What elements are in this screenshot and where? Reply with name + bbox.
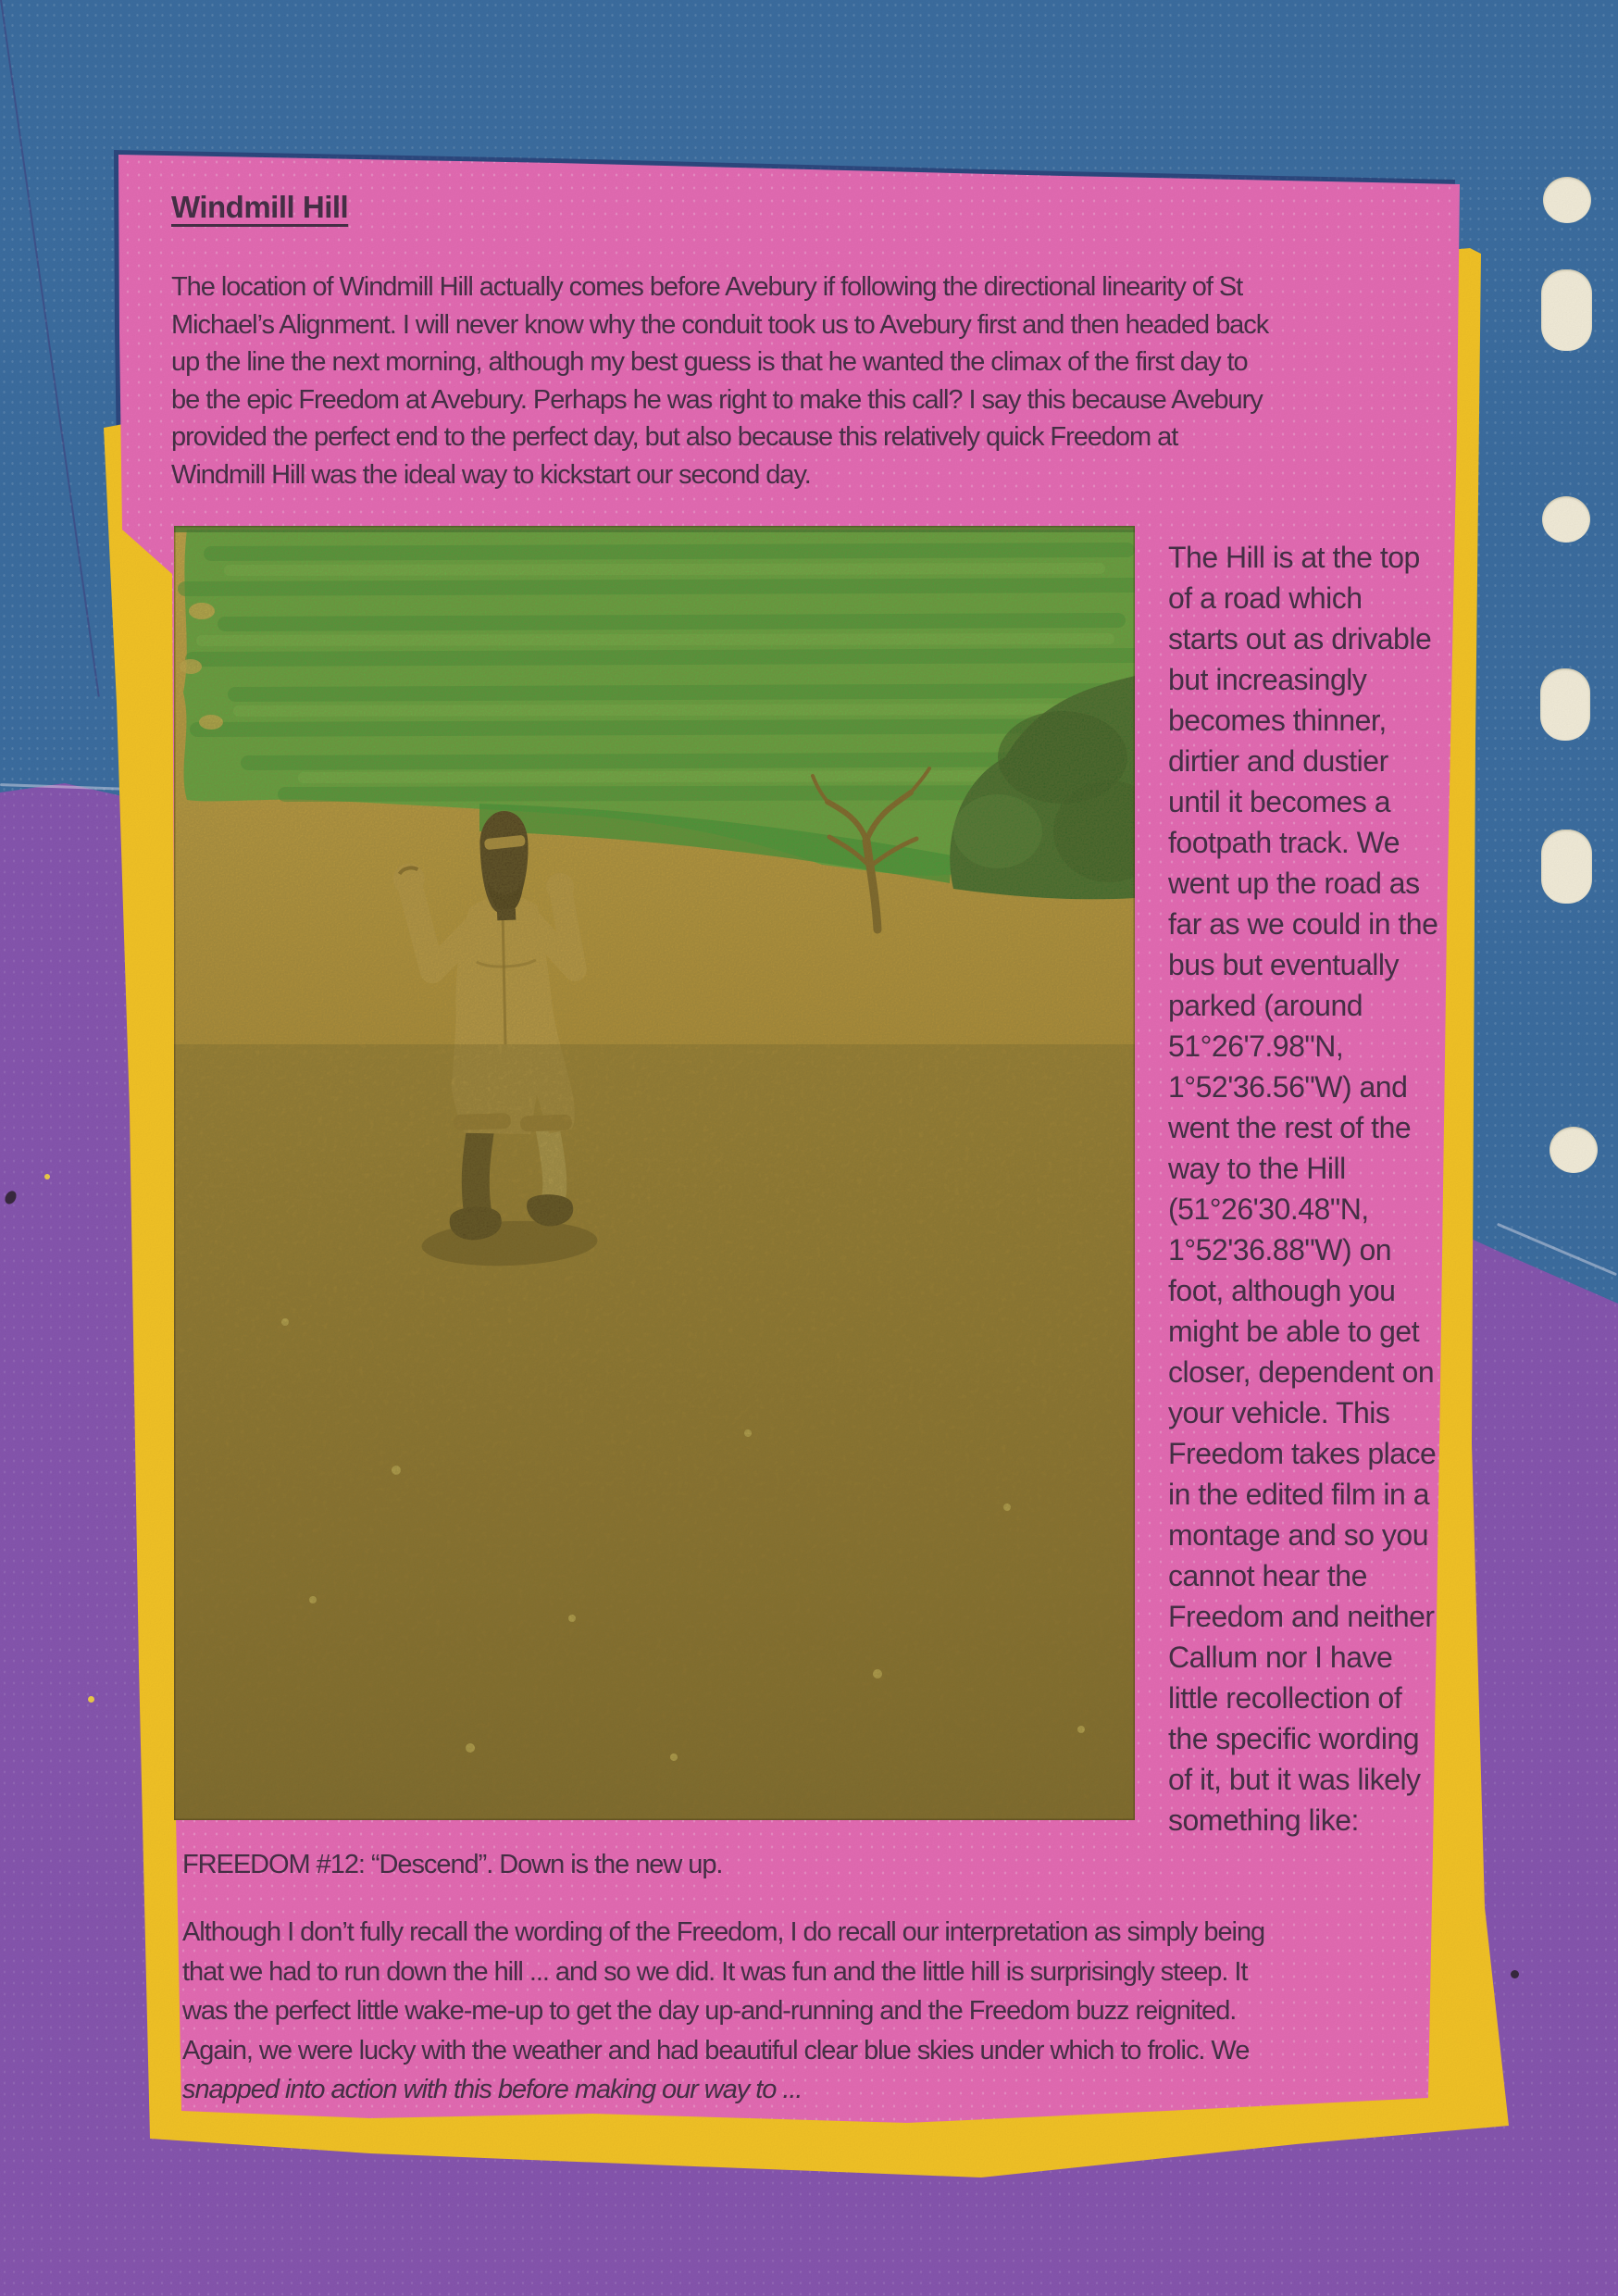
outro-lines: [182, 1913, 1264, 2070]
outro-paragraph: [182, 1913, 1264, 2110]
text-line: your vehicle. This: [1168, 1396, 1390, 1429]
text-line: 1°52'36.88"W) on: [1168, 1233, 1392, 1267]
text-line: far as we could in the: [1168, 907, 1438, 941]
text-line: provided the perfect end to the perfect day, but also because this relatively quick Freedom at: [171, 422, 1178, 452]
text-line: foot, although you: [1168, 1274, 1396, 1307]
text-line: cannot hear the: [1168, 1559, 1367, 1592]
punched-hole: [1540, 668, 1590, 741]
punched-hole: [1543, 177, 1591, 223]
text-line: be the epic Freedom at Avebury. Perhaps he was right to make this call? I say this because Avebury: [171, 384, 1263, 415]
outro-italic-line: snapped into action with this before making our way to ...: [182, 2075, 803, 2104]
paper-speck: [44, 1174, 50, 1179]
text-line: up the line the next morning, although my best guess is that he wanted the climax of the first day to: [171, 347, 1248, 377]
page-title: Windmill Hill: [171, 190, 349, 224]
side-column-paragraph: [1168, 537, 1438, 1841]
text-line: The Hill is at the top: [1168, 541, 1420, 574]
text-line: bus but eventually: [1168, 948, 1399, 981]
text-line: way to the Hill: [1168, 1152, 1346, 1185]
punched-hole: [1541, 830, 1592, 904]
text-line: The location of Windmill Hill actually comes before Avebury if following the directional linearity of St: [171, 272, 1243, 302]
text-line: Callum nor I have: [1168, 1641, 1393, 1674]
text-line: montage and so you: [1168, 1518, 1428, 1552]
text-line: Michael’s Alignment. I will never know why the conduit took us to Avebury first and then headed back: [171, 309, 1269, 340]
text-line: Although I don’t fully recall the wording of the Freedom, I do recall our interpretation as simply being: [182, 1917, 1265, 1947]
punched-hole: [1542, 496, 1590, 543]
text-line: of it, but it was likely: [1168, 1763, 1421, 1796]
punched-hole: [1550, 1127, 1598, 1173]
intro-paragraph: [171, 268, 1268, 493]
text-line: becomes thinner,: [1168, 704, 1387, 737]
paper-speck: [88, 1696, 94, 1703]
text-line: the specific wording: [1168, 1722, 1420, 1755]
text-line: of a road which: [1168, 581, 1363, 615]
hillside-photo-art: [174, 526, 1135, 1820]
text-line: starts out as drivable: [1168, 622, 1432, 655]
text-line: (51°26'30.48"N,: [1168, 1192, 1369, 1226]
text-line: went the rest of the: [1168, 1111, 1412, 1144]
text-line: 1°52'36.56"W) and: [1168, 1070, 1408, 1104]
hillside-photo: [174, 526, 1135, 1820]
text-line: but increasingly: [1168, 663, 1367, 696]
text-line: something like:: [1168, 1803, 1359, 1837]
text-line: until it becomes a: [1168, 785, 1391, 818]
text-line: closer, dependent on: [1168, 1355, 1435, 1389]
text-line: footpath track. We: [1168, 826, 1400, 859]
text-line: might be able to get: [1168, 1315, 1420, 1348]
text-line: that we had to run down the hill ... and so we did. It was fun and the little hill is surprisingly steep. It: [182, 1956, 1248, 1987]
text-line: 51°26'7.98"N,: [1168, 1029, 1344, 1063]
freedom-caption: FREEDOM #12: “Descend”. Down is the new up.: [182, 1850, 723, 1879]
text-line: Windmill Hill was the ideal way to kickstart our second day.: [171, 459, 811, 490]
punched-hole: [1541, 269, 1592, 351]
text-line: little recollection of: [1168, 1681, 1402, 1715]
text-line: went up the road as: [1168, 867, 1420, 900]
text-line: Freedom and neither: [1168, 1600, 1435, 1633]
text-line: dirtier and dustier: [1168, 744, 1388, 778]
text-line: Again, we were lucky with the weather and had beautiful clear blue skies under which to frolic. We: [182, 2035, 1250, 2065]
text-line: Freedom takes place: [1168, 1437, 1437, 1470]
paper-speck: [1511, 1970, 1519, 1978]
text-line: was the perfect little wake-me-up to get the day up-and-running and the Freedom buzz reignited.: [182, 1996, 1237, 2026]
text-line: in the edited film in a: [1168, 1478, 1429, 1511]
text-line: parked (around: [1168, 989, 1363, 1022]
